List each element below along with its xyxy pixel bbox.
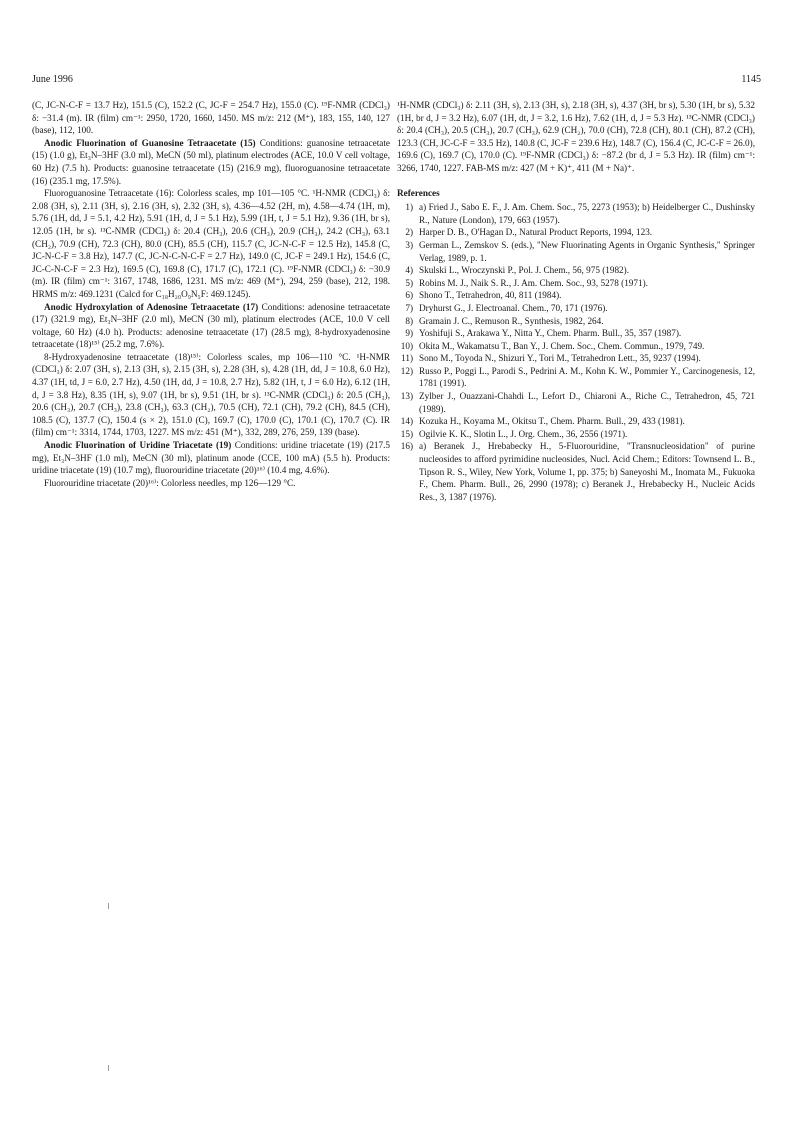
issue-date: June 1996 bbox=[32, 74, 73, 85]
reference-item: 7) Dryhurst G., J. Electroanal. Chem., 70, 171 (1976). bbox=[405, 302, 608, 313]
reference-item: 13) Zylber J., Ouazzani-Chahdi L., Lefort D., Chiaroni A., Riche C., Tetrahedron, 45, 721 (1989). bbox=[400, 391, 755, 414]
reference-list bbox=[397, 201, 755, 503]
paragraph: Anodic Fluorination of Guanosine Tetraacetate (15) Conditions: guanosine tetraacetate (15) (1.0 g), Et₃N–3HF (3.0 ml), MeCN (50 ml), platinum electrodes (ACE, 10.0 V cell voltage, 60 Hz) (7.5 h). Products: guanosine tetraacetate (15) (216.9 mg), fluoroguanosine tetraacetate (16) (235.1 mg, 17.5%). bbox=[32, 137, 391, 186]
section-heading: Anodic Fluorination of Uridine Triacetate (19) bbox=[44, 440, 232, 451]
reference-item: 11) Sono M., Toyoda N., Shizuri Y., Tori M., Tetrahedron Lett., 35, 9237 (1994). bbox=[401, 353, 701, 364]
left-column bbox=[32, 99, 390, 489]
paragraph: 8-Hydroxyadenosine tetraacetate (18)¹⁵⁾: Colorless scales, mp 106—110 °C. ¹H-NMR (CDCl₃) δ: 2.07 (3H, s), 2.13 (3H, s), 2.15 (3H, s), 2.28 (3H, s), 4.28 (1H, dd, J = 10.8, 6.0 Hz), 4.37 (1H, td, J = 6.0, 2.7 Hz), 4.50 (1H, dd, J = 10.8, 2.7 Hz), 5.82 (1H, t, J = 6.0 Hz), 6.12 (1H, d, J = 3.8 Hz), 8.35 (1H, s), 9.07 (1H, br s), 9.51 (1H, br s). ¹³C-NMR (CDCl₃) δ: 20.5 (CH₃), 20.6 (CH₃), 20.7 (CH₃), 23.8 (CH₃), 63.3 (CH₂), 70.5 (CH), 72.1 (CH), 79.2 (CH), 84.5 (CH), 108.5 (C), 137.7 (C), 150.4 (s × 2), 151.0 (C), 169.7 (C), 170.0 (C), 170.1 (C), 170.7 (C). IR (film) cm⁻¹: 3314, 1744, 1703, 1227. MS m/z: 451 (M⁺), 332, 289, 276, 259, 139 (base). bbox=[32, 351, 390, 438]
reference-item: 3) German L., Zemskov S. (eds.), "New Fluorinating Agents in Organic Synthesis," Springer Verlag, 1989, p. 1. bbox=[405, 239, 755, 263]
reference-item: 2) Harper D. B., O'Hagan D., Natural Product Reports, 1994, 123. bbox=[405, 227, 653, 238]
reference-item: 15) Ogilvie K. K., Slotin L., J. Org. Chem., 36, 2556 (1971). bbox=[400, 428, 628, 439]
reference-item: 5) Robins M. J., Naik S. R., J. Am. Chem. Soc., 93, 5278 (1971). bbox=[405, 277, 648, 288]
paragraph: Fluoroguanosine Tetraacetate (16): Colorless scales, mp 101—105 °C. ¹H-NMR (CDCl₃) δ: 2.08 (3H, s), 2.11 (3H, s), 2.16 (3H, s), 2.32 (3H, s), 4.36—4.52 (2H, m), 4.58—4.74 (1H, m), 5.76 (1H, dd, J = 5.1, 4.2 Hz), 5.91 (1H, d, J = 5.1 Hz), 5.99 (1H, t, J = 5.1 Hz), 9.36 (1H, br s), 12.05 (1H, br s). ¹³C-NMR (CDCl₃) δ: 20.4 (CH₃), 20.6 (CH₃), 20.9 (CH₃), 24.2 (CH₃), 63.1 (CH₂), 70.9 (CH), 72.3 (CH), 80.0 (CH), 85.5 (CH), 115.7 (C, JC-N-C-F = 12.5 Hz), 145.8 (C, JC-N-C-F = 3.8 Hz), 147.7 (C, JC-N-C-N-C-F = 2.7 Hz), 149.0 (C, JC-F = 249.1 Hz), 154.6 (C, JC-C-N-C-F = 2.3 Hz), 169.5 (C), 169.8 (C), 171.7 (C), 172.1 (C). ¹⁹F-NMR (CDCl₃) δ: −30.9 (m). IR (film) cm⁻¹: 3167, 1748, 1686, 1231. MS m/z: 469 (M⁺), 294, 259 (base), 212, 198. HRMS m/z: 469.1231 (Calcd for C₁₈H₂₀O₉N₅F: 469.1245). bbox=[32, 188, 390, 299]
reference-item: 1) a) Fried J., Sabo E. F., J. Am. Chem. Soc., 75, 2273 (1953); b) Heidelberger C., Dushinsky R., Nature (London), 179, 663 (1957). bbox=[405, 202, 755, 225]
section-heading: Anodic Hydroxylation of Adenosine Tetraacetate (17) bbox=[44, 301, 259, 312]
paragraph: Anodic Fluorination of Uridine Triacetate (19) Conditions: uridine triacetate (19) (217.5 mg), Et₃N–3HF (1.0 ml), MeCN (30 ml), platinum anode (CCE, 100 mA) (5.5 h). Products: uridine triacetate (19) (10.7 mg), fluorouridine triacetate (20)¹⁶⁾ (10.4 mg, 4.6%). bbox=[32, 440, 391, 476]
paragraph: (C, JC-N-C-F = 13.7 Hz), 151.5 (C), 152.2 (C, JC-F = 254.7 Hz), 155.0 (C). ¹⁹F-NMR (CDCl₃) δ: −31.4 (m). IR (film) cm⁻¹: 2950, 1720, 1660, 1450. MS m/z: 212 (M⁺), 183, 155, 140, 127 (base), 112, 100. bbox=[32, 100, 390, 136]
reference-item: 4) Skulski L., Wroczynski P., Pol. J. Chem., 56, 975 (1982). bbox=[405, 265, 630, 276]
reference-item: 10) Okita M., Wakamatsu T., Ban Y., J. Chem. Soc., Chem. Commun., 1979, 749. bbox=[400, 340, 705, 351]
reference-item: 12) Russo P., Poggi L., Parodi S., Pedrini A. M., Kohn K. W., Pommier Y., Carcinogenesis, 12, 1781 (1991). bbox=[400, 365, 755, 389]
paragraph: Anodic Hydroxylation of Adenosine Tetraacetate (17) Conditions: adenosine tetraacetate (17) (321.9 mg), Et₃N–3HF (2.0 ml), MeCN (30 ml), platinum electrodes (ACE, 10.0 V cell voltage, 60 Hz) (4.0 h). Products: adenosine tetraacetate (17) (28.5 mg), 8-hydroxyadenosine tetraacetate (18)¹⁵⁾ (25.2 mg, 7.6%). bbox=[32, 301, 391, 350]
right-column bbox=[397, 99, 755, 503]
reference-item: 16) a) Beranek J., Hrebabecky H., 5-Fluorouridine, "Transnucleosidation" of purine nucleosides to afford pyrimidine nucleosides, Nucl. Acid Chem.; Editors: Townsend L. B., Tipson R. S., Wiley, New York, Volume 1, pp. 375; b) Saneyoshi M., Inomata M., Fukuoka F., Chem. Pharm. Bull., 26, 2990 (1978); c) Beranek J., Hrebabecky H., Nucleic Acids Res., 3, 1387 (1976). bbox=[400, 441, 755, 502]
section-heading: Anodic Fluorination of Guanosine Tetraacetate (15) bbox=[44, 137, 256, 148]
references-heading: References bbox=[397, 187, 440, 198]
page-number: 1145 bbox=[741, 74, 761, 85]
reference-item: 9) Yoshifuji S., Arakawa Y., Nitta Y., Chem. Pharm. Bull., 35, 357 (1987). bbox=[405, 328, 682, 339]
paragraph: ¹H-NMR (CDCl₃) δ: 2.11 (3H, s), 2.13 (3H, s), 2.18 (3H, s), 4.37 (3H, br s), 5.30 (1H, br s), 5.32 (1H, br d, J = 3.2 Hz), 6.07 (1H, dt, J = 3.2, 1.6 Hz), 7.62 (1H, d, J = 5.3 Hz). ¹³C-NMR (CDCl₃) δ: 20.4 (CH₃), 20.5 (CH₃), 20.7 (CH₃), 62.9 (CH₂), 70.0 (CH), 72.8 (CH), 80.1 (CH), 87.2 (CH), 123.3 (CH, JC-C-F = 33.5 Hz), 140.8 (C, JC-F = 239.6 Hz), 148.7 (C), 156.4 (C, JC-C-F = 26.0), 169.6 (C), 169.7 (C), 170.0 (C). ¹⁹F-NMR (CDCl₃) δ: −87.2 (br d, J = 5.3 Hz). IR (film) cm⁻¹: 3266, 1740, 1227. FAB-MS m/z: 427 (M + K)⁺, 411 (M + Na)⁺. bbox=[397, 100, 755, 173]
reference-item: 6) Shono T., Tetrahedron, 40, 811 (1984). bbox=[405, 290, 562, 301]
scan-mark bbox=[108, 1065, 109, 1071]
paragraph: Fluorouridine triacetate (20)¹⁶⁾: Colorless needles, mp 126—129 °C. bbox=[44, 477, 296, 488]
reference-item: 14) Kozuka H., Koyama M., Okitsu T., Chem. Pharm. Bull., 29, 433 (1981). bbox=[400, 416, 685, 427]
scan-mark bbox=[108, 903, 109, 909]
reference-item: 8) Gramain J. C., Remuson R., Synthesis, 1982, 264. bbox=[405, 315, 604, 326]
